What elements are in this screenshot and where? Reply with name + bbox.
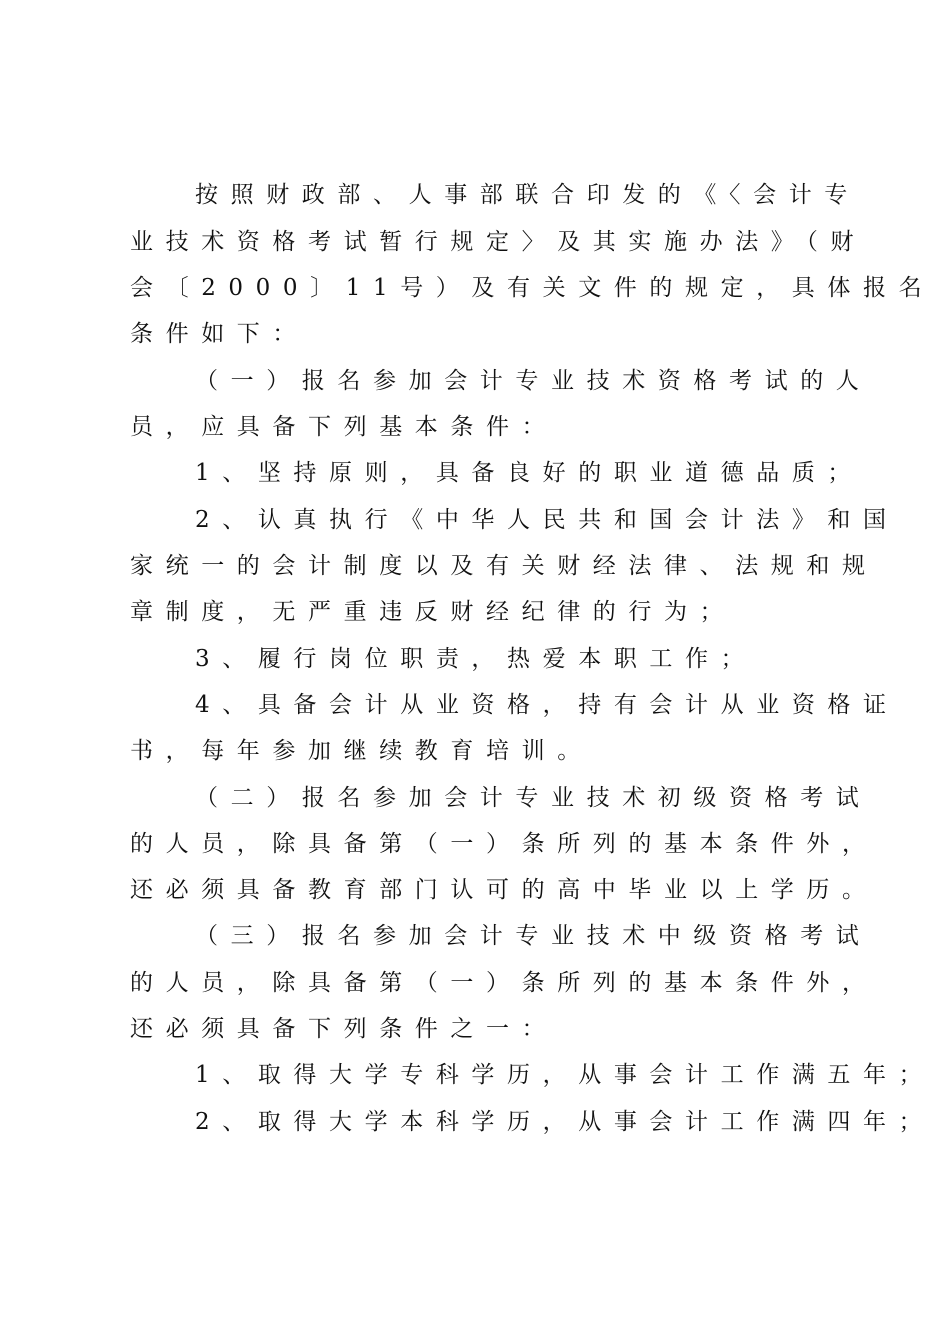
text-line: 条件如下： — [130, 321, 308, 347]
text-line: 4、具备会计从业资格，持有会计从业资格证 — [195, 692, 899, 718]
text-line: 会〔2000〕11号）及有关文件的规定，具体报名 — [130, 275, 935, 301]
text-line: （二）报名参加会计专业技术初级资格考试 — [195, 785, 872, 811]
text-line: 还必须具备下列条件之一： — [130, 1016, 558, 1042]
text-line: 章制度，无严重违反财经纪律的行为； — [130, 599, 736, 625]
text-line: 家统一的会计制度以及有关财经法律、法规和规 — [130, 553, 878, 579]
text-line: 还必须具备教育部门认可的高中毕业以上学历。 — [130, 877, 878, 903]
text-line: 的人员，除具备第（一）条所列的基本条件外， — [130, 970, 878, 996]
text-line: 1、坚持原则，具备良好的职业道德品质； — [195, 460, 864, 486]
text-line: 业技术资格考试暂行规定〉及其实施办法》（财 — [130, 229, 867, 255]
text-line: 员，应具备下列基本条件： — [130, 414, 558, 440]
text-line: （一）报名参加会计专业技术资格考试的人 — [195, 368, 872, 394]
text-line: 2、取得大学本科学历，从事会计工作满四年； — [195, 1109, 935, 1135]
text-line: 按照财政部、人事部联合印发的《〈会计专 — [195, 182, 860, 208]
text-line: 3、履行岗位职责，热爱本职工作； — [195, 646, 757, 672]
text-line: 的人员，除具备第（一）条所列的基本条件外， — [130, 831, 878, 857]
text-line: 1、取得大学专科学历，从事会计工作满五年； — [195, 1062, 935, 1088]
text-line: 2、认真执行《中华人民共和国会计法》和国 — [195, 507, 899, 533]
text-line: 书，每年参加继续教育培训。 — [130, 738, 593, 764]
text-line: （三）报名参加会计专业技术中级资格考试 — [195, 923, 872, 949]
